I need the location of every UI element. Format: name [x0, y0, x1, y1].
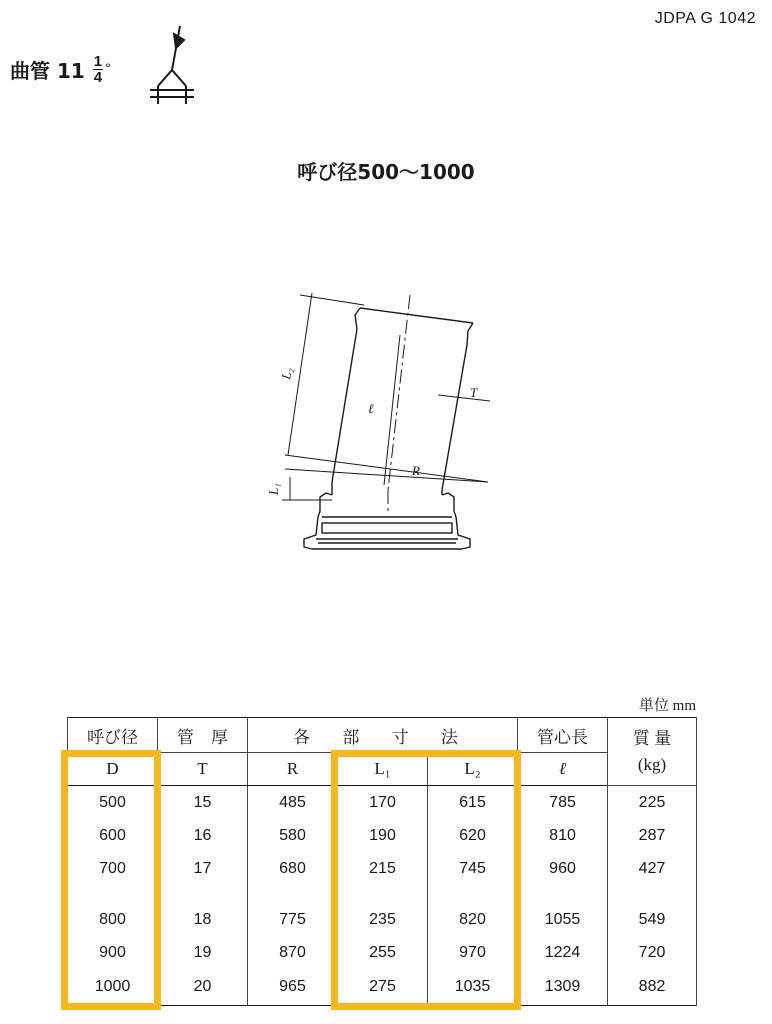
- cell-l1: 235: [338, 903, 428, 936]
- table-row: [68, 819, 697, 852]
- header-mass-label: 質 量: [632, 729, 672, 748]
- table-row: [68, 786, 697, 820]
- cell-ell: 960: [518, 852, 608, 885]
- table-row: [68, 852, 697, 885]
- cell-r: 680: [248, 852, 338, 885]
- ell-dimension-line: [384, 335, 400, 485]
- bend-pipe-drawing: [260, 285, 510, 575]
- header-mass: [608, 718, 697, 786]
- cell-ell: 810: [518, 819, 608, 852]
- cell-t: 19: [158, 936, 248, 969]
- socket-gasket: [322, 523, 452, 533]
- cell-mass: 225: [608, 786, 697, 820]
- t-dimension-line: [438, 395, 490, 401]
- bend-radius-line-lower: [285, 469, 488, 482]
- cell-mass: 427: [608, 852, 697, 885]
- header-centerline-length: 管心長: [518, 718, 608, 753]
- pipe-centerline: [388, 295, 410, 490]
- cell-mass: 549: [608, 903, 697, 936]
- header-thickness: 管 厚: [158, 718, 248, 753]
- l2-extension-line: [300, 295, 364, 305]
- table-row: [68, 936, 697, 969]
- header-dimensions: 各 部 寸 法: [248, 718, 518, 753]
- symbol-spigot: [158, 70, 186, 86]
- header-nominal-diameter: 呼び径: [68, 718, 158, 753]
- cell-d: 500: [68, 786, 158, 820]
- cell-ell: 1055: [518, 903, 608, 936]
- header-mass-unit: (kg): [637, 755, 667, 774]
- table-header-row: [68, 718, 697, 753]
- cell-l2: 970: [428, 936, 518, 969]
- cell-mass: 287: [608, 819, 697, 852]
- cell-l2: 745: [428, 852, 518, 885]
- cell-d: 1000: [68, 969, 158, 1006]
- subheader-d: D: [68, 753, 158, 786]
- fraction-numerator: 1: [93, 53, 103, 70]
- cell-t: 17: [158, 852, 248, 885]
- label-ell: ℓ: [368, 401, 374, 416]
- cell-l1: 190: [338, 819, 428, 852]
- bend-pipe-symbol-icon: [150, 20, 202, 108]
- cell-t: 20: [158, 969, 248, 1006]
- socket-right: [442, 493, 470, 549]
- table-row: [68, 969, 697, 1006]
- dimension-table: [67, 717, 697, 1006]
- cell-l1: 215: [338, 852, 428, 885]
- cell-l1: 255: [338, 936, 428, 969]
- subheader-t: T: [158, 753, 248, 786]
- cell-l2: 615: [428, 786, 518, 820]
- subheader-ell: ℓ: [518, 753, 608, 786]
- cell-ell: 785: [518, 786, 608, 820]
- cell-t: 15: [158, 786, 248, 820]
- pipe-outer-left-upper: [332, 308, 360, 482]
- cell-mass: 882: [608, 969, 697, 1006]
- cell-r: 580: [248, 819, 338, 852]
- page-title: [10, 54, 111, 85]
- document-code: JDPA G 1042: [654, 10, 756, 27]
- cell-r: 965: [248, 969, 338, 1006]
- table-spacer-row: [68, 885, 697, 903]
- degree-sign: °: [105, 60, 111, 76]
- table-row: [68, 903, 697, 936]
- label-l1: L₁: [266, 483, 281, 495]
- page-subtitle: 呼び径500〜1000: [297, 160, 475, 184]
- cell-t: 16: [158, 819, 248, 852]
- label-t: T: [470, 385, 478, 400]
- cell-l2: 620: [428, 819, 518, 852]
- symbol-arrowhead: [174, 34, 184, 48]
- bend-angle: [91, 54, 111, 85]
- subheader-l1: L₁: [338, 753, 428, 786]
- angle-fraction: [93, 54, 103, 85]
- subheader-r: R: [248, 753, 338, 786]
- cell-l1: 275: [338, 969, 428, 1006]
- cell-ell: 1224: [518, 936, 608, 969]
- cell-d: 700: [68, 852, 158, 885]
- cell-l2: 820: [428, 903, 518, 936]
- socket-left: [304, 493, 332, 549]
- pipe-outer-right-upper: [442, 323, 473, 490]
- subheader-l2: L₂: [428, 753, 518, 786]
- cell-mass: 720: [608, 936, 697, 969]
- table-subheader-row: [68, 753, 697, 786]
- pipe-top-edge: [360, 308, 473, 323]
- cell-r: 870: [248, 936, 338, 969]
- cell-l2: 1035: [428, 969, 518, 1006]
- cell-r: 485: [248, 786, 338, 820]
- unit-label: 単位 mm: [638, 698, 696, 714]
- fraction-denominator: 4: [93, 69, 103, 86]
- label-l2: L₂: [278, 366, 295, 381]
- cell-d: 800: [68, 903, 158, 936]
- title-text: 曲管 11: [10, 59, 85, 83]
- cell-d: 900: [68, 936, 158, 969]
- cell-ell: 1309: [518, 969, 608, 1006]
- cell-t: 18: [158, 903, 248, 936]
- cell-l1: 170: [338, 786, 428, 820]
- cell-r: 775: [248, 903, 338, 936]
- label-r: R: [412, 463, 420, 478]
- cell-d: 600: [68, 819, 158, 852]
